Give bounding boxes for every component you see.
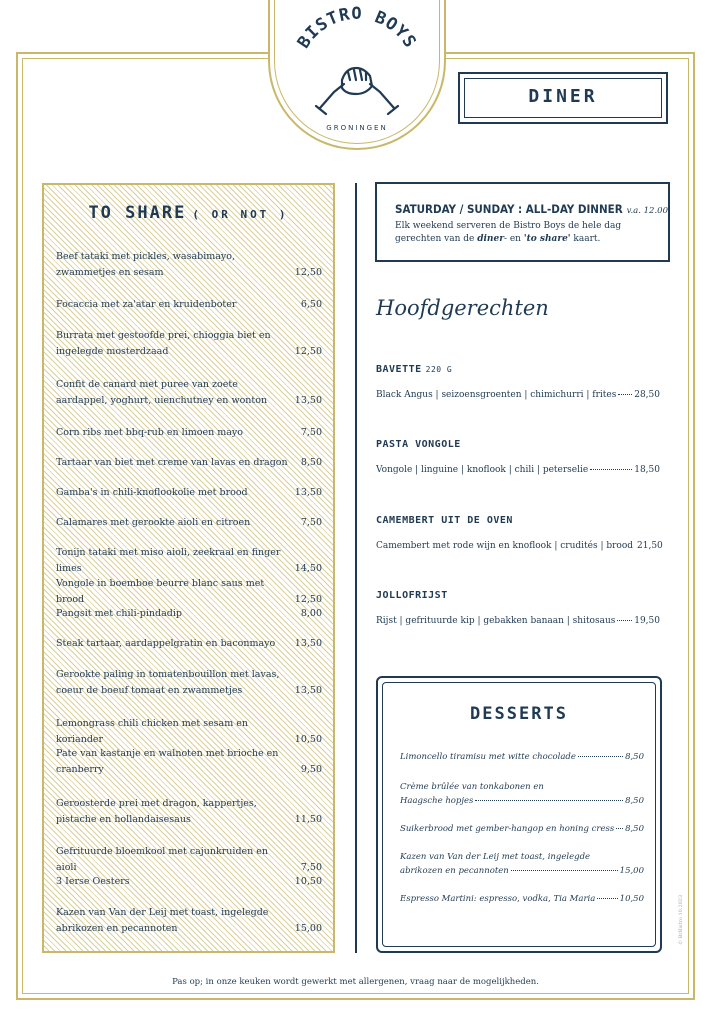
dessert-name-line: Kazen van Van der Leij met toast, ingelegde [400, 852, 591, 862]
dotted-leader [578, 756, 623, 757]
share-item-price: 13,50 [294, 638, 322, 649]
share-item [56, 297, 322, 313]
share-item-name: Calamares met gerookte aioli en citroen [56, 517, 251, 528]
share-item-name: Gerookte paling in tomatenbouillon met lavas, coeur de boeuf tomaat en zwammetjes [56, 669, 280, 696]
share-item [56, 249, 322, 281]
share-item [56, 425, 322, 441]
share-item-price: 12,50 [294, 267, 322, 278]
share-item-price: 12,50 [294, 346, 322, 357]
dessert-name-line: Crème brûlée van tonkabonen en [400, 782, 544, 792]
share-item-price: 12,50 [294, 594, 322, 605]
share-item-price: 7,50 [300, 427, 322, 438]
share-item [56, 576, 322, 608]
share-item-name: Focaccia met za'atar en kruidenboter [56, 299, 237, 310]
dish-title: PASTA VONGOLE [376, 439, 461, 450]
share-item-name: 3 Ierse Oesters [56, 876, 130, 887]
dessert-item [400, 822, 644, 836]
dish-price: 28,50 [634, 390, 660, 400]
share-item-price: 13,50 [294, 685, 322, 696]
share-item [56, 667, 322, 699]
share-item [56, 905, 322, 937]
share-item [56, 377, 322, 409]
allergen-footer: Pas op; in onze keuken wordt gewerkt met allergenen, vraag naar de mogelijkheden. [172, 977, 539, 987]
desserts-title: DESSERTS [470, 704, 568, 724]
share-item [56, 485, 322, 501]
share-item-price: 9,50 [300, 764, 322, 775]
dish-price: 18,50 [634, 465, 660, 475]
dish-title: JOLLOFRIJST [376, 590, 448, 601]
dish-title: BAVETTE 220 G [376, 364, 453, 375]
dish-description: Vongole | linguine | knoflook | chili | peterselie 18,50 [376, 465, 660, 475]
share-item [56, 636, 322, 652]
share-item-price: 8,00 [300, 608, 322, 619]
dish-description: Black Angus | seizoensgroenten | chimichurri | frites 28,50 [376, 390, 660, 400]
share-item-price: 6,50 [300, 299, 322, 310]
weekend-start-time: v.a. 12.00 [626, 206, 668, 216]
dessert-price: 15,00 [619, 866, 644, 876]
dish-weight: 220 G [425, 365, 453, 374]
dessert-name: abrikozen en pecannoten [400, 866, 509, 876]
share-item-name: Tartaar van biet met creme van lavas en dragon [56, 457, 288, 468]
dessert-price: 10,50 [619, 894, 644, 904]
weekend-title-text: SATURDAY / SUNDAY : ALL-DAY DINNER [395, 202, 623, 216]
share-item-price: 10,50 [294, 876, 322, 887]
dish-description: Camembert met rode wijn en knoflook | crudités | brood 21,50 [376, 541, 663, 551]
share-item-price: 10,50 [294, 734, 322, 745]
dessert-item [400, 892, 644, 906]
dessert-name: Suikerbrood met gember-hangop en honing cress [400, 824, 615, 834]
dessert-item [400, 780, 644, 808]
dessert-price: 8,50 [625, 752, 644, 762]
share-item-price: 15,00 [294, 923, 322, 934]
weekend-title [395, 202, 668, 216]
diner-box [458, 72, 668, 124]
share-item-price: 11,50 [294, 814, 322, 825]
mains-title: Hoofdgerechten [376, 296, 549, 320]
share-item-name: Tonijn tataki met miso aioli, zeekraal en finger limes [56, 547, 281, 574]
share-item [56, 746, 322, 778]
dotted-leader [590, 469, 632, 470]
share-item-name: Geroosterde prei met dragon, kappertjes, pistache en hollandaisesaus [56, 798, 257, 825]
dish-price: 21,50 [637, 541, 663, 551]
share-item-name: Pangsit met chili-pindadip [56, 608, 182, 619]
share-item [56, 796, 322, 828]
share-item-name: Steak tartaar, aardappelgratin en baconmayo [56, 638, 276, 649]
dotted-leader [511, 870, 618, 871]
share-item-name: Corn ribs met bbq-rub en limoen mayo [56, 427, 243, 438]
share-item [56, 545, 322, 577]
desserts-box [376, 676, 662, 953]
dotted-leader [616, 828, 623, 829]
share-item-name: Beef tataki met pickles, wasabimayo, zwammetjes en sesam [56, 251, 236, 278]
share-item-price: 7,50 [300, 517, 322, 528]
share-item-name: Lemongrass chili chicken met sesam en koriander [56, 718, 248, 745]
dish-title: CAMEMBERT UIT DE OVEN [376, 515, 513, 526]
share-item-name: Pate van kastanje en walnoten met brioche en cranberry [56, 748, 279, 775]
dish-description: Rijst | gefrituurde kip | gebakken banaan | shitosaus 19,50 [376, 616, 660, 626]
copyright: © BrBistro 10.2023 [678, 894, 684, 945]
dish-price: 19,50 [634, 616, 660, 626]
column-divider [355, 183, 357, 953]
logo-name: BISTRO BOYS [293, 6, 421, 53]
dessert-item [400, 850, 644, 878]
share-item-price: 8,50 [300, 457, 322, 468]
weekend-box [375, 182, 670, 262]
dessert-name: Haagsche hopjes [400, 796, 474, 806]
share-item-price: 7,50 [300, 862, 322, 873]
dessert-price: 8,50 [625, 824, 644, 834]
dotted-leader [618, 394, 632, 395]
share-item [56, 874, 322, 890]
share-item-name: Gamba's in chili-knoflookolie met brood [56, 487, 248, 498]
share-item [56, 515, 322, 531]
to-share-title: TO SHARE [88, 203, 187, 223]
share-item-name: Kazen van Van der Leij met toast, ingelegde abrikozen en pecannoten [56, 907, 269, 934]
dotted-leader [597, 898, 617, 899]
svg-text:BISTRO BOYS [294, 6, 420, 52]
share-item-price: 13,50 [294, 487, 322, 498]
dessert-name: Limoncello tiramisu met witte chocolade [400, 752, 576, 762]
dessert-name: Espresso Martini: espresso, vodka, Tia Maria [400, 894, 596, 904]
share-item-name: Gefrituurde bloemkool met cajunkruiden en aioli [56, 846, 269, 873]
dessert-price: 8,50 [625, 796, 644, 806]
dotted-leader [475, 800, 623, 801]
dotted-leader [617, 620, 632, 621]
to-share-subtitle: ( OR NOT ) [192, 208, 289, 221]
to-share-panel [42, 183, 335, 953]
share-item-name: Vongole in boemboe beurre blanc saus met brood [56, 578, 265, 605]
diner-title: DINER [528, 86, 598, 107]
dessert-item [400, 750, 644, 764]
share-item [56, 606, 322, 622]
handshake-icon [316, 68, 398, 114]
share-item [56, 844, 322, 876]
share-item-name: Confit de canard met puree van zoete aardappel, yoghurt, uienchutney en wonton [56, 379, 268, 406]
share-item [56, 455, 322, 471]
logo [286, 6, 428, 136]
share-item-price: 14,50 [294, 563, 322, 574]
weekend-text: Elk weekend serveren de Bistro Boys de hele dag gerechten van de diner- en 'to share' kaart. [395, 221, 622, 244]
share-item [56, 328, 322, 360]
to-share-heading [44, 203, 333, 223]
share-item-price: 13,50 [294, 395, 322, 406]
logo-city: GRONINGEN [326, 124, 388, 132]
share-item [56, 716, 322, 748]
share-item-name: Burrata met gestoofde prei, chioggia biet en ingelegde mosterdzaad [56, 330, 271, 357]
